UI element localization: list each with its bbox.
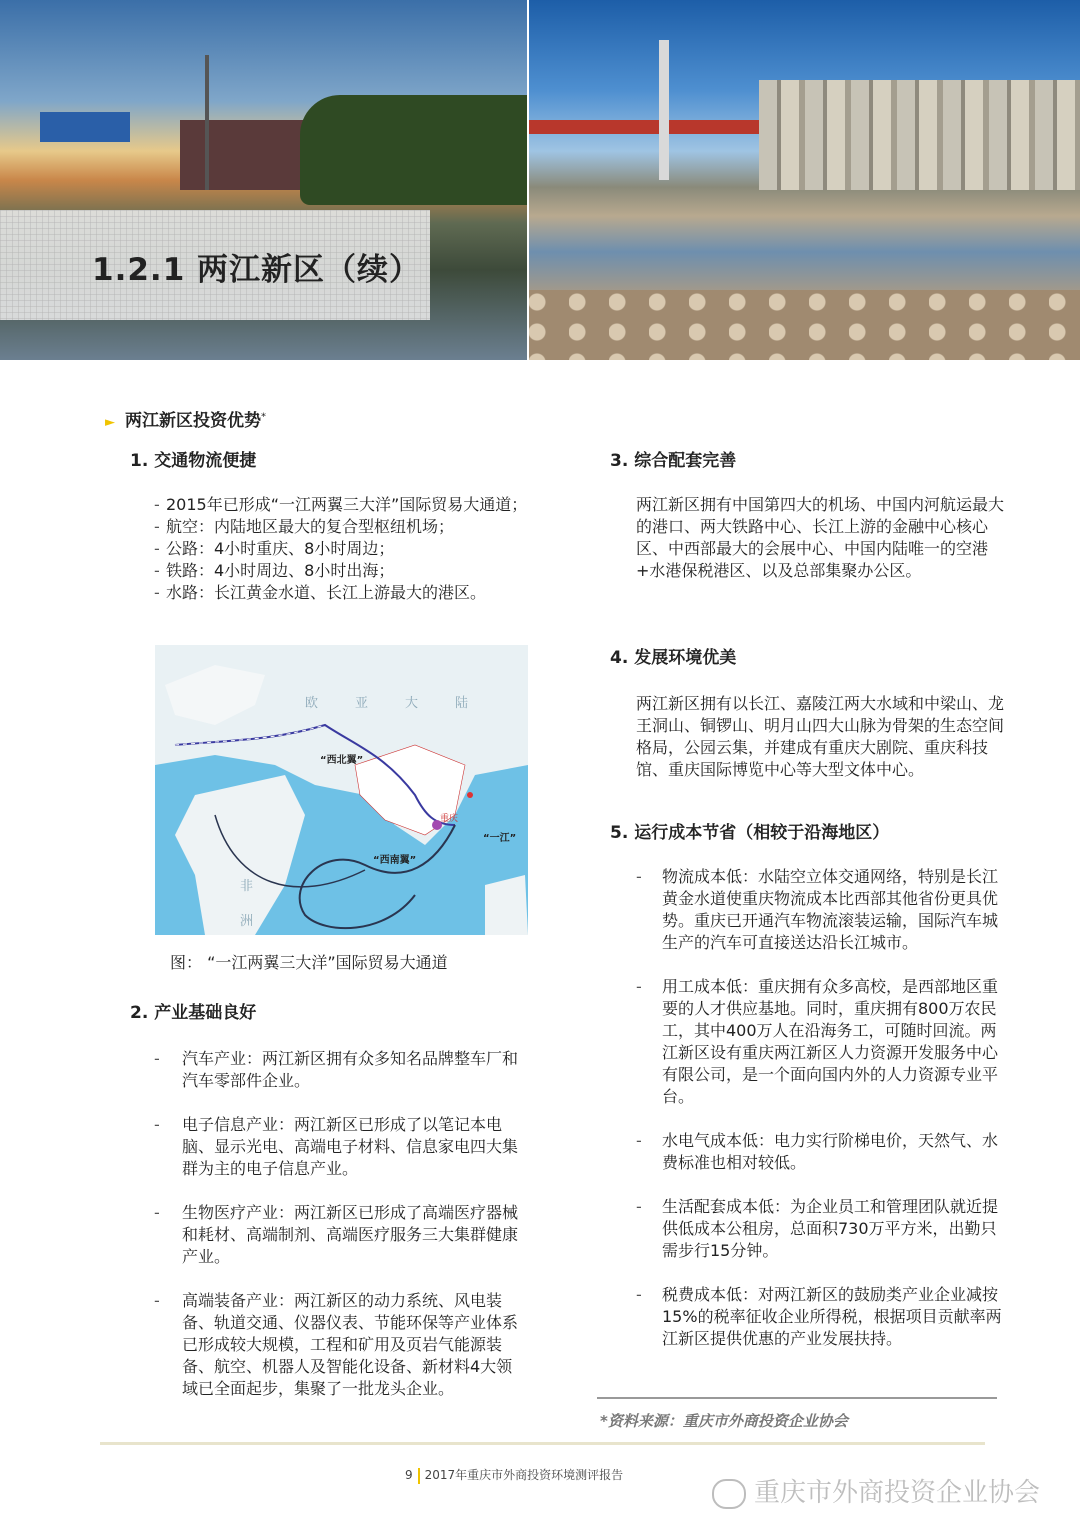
section-industry <box>130 1002 525 1400</box>
list-item: - 高端装备产业：两江新区的动力系统、风电装备、轨道交通、仪器仪表、节能环保等产业体系已形成较大规模，工程和矿用及页岩气能源装备、航空、机器人及智能化设备、新材料4大领域已全面起步，集聚了一批龙头企业。 <box>154 1291 519 1398</box>
trade-route-map <box>155 645 528 935</box>
title-box <box>0 210 430 320</box>
page-title: 1.2.1 两江新区（续） <box>92 252 422 288</box>
photo-chongqing-skyline <box>529 0 1080 360</box>
paragraph: 两江新区拥有中国第四大的机场、中国内河航运最大的港口、两大铁路中心、长江上游的金融中心核心区、中西部最大的会展中心、中国内陆唯一的空港+水港保税港区、以及总部集聚办公区。 <box>636 495 1005 580</box>
map-label: “西南翼” <box>373 855 417 866</box>
list-item: - 用工成本低：重庆拥有众多高校，是西部地区重要的人才供应基地。同时，重庆拥有800万农民工，其中400万人在沿海务工，可随时回流。两江新区设有重庆两江新区人力资源开发服务中心有限公司，是一个面向国内外的人力资源专业平台。 <box>636 977 999 1106</box>
heading-supporting: 3. 综合配套完善 <box>610 451 737 471</box>
list-item: - 水路：长江黄金水道、长江上游最大的港区。 <box>154 583 487 602</box>
map-graphic <box>155 645 528 935</box>
heading-cost: 5. 运行成本节省（相较于沿海地区） <box>610 823 890 843</box>
paragraph: 两江新区拥有以长江、嘉陵江两大水域和中梁山、龙王洞山、铜锣山、明月山四大山脉为骨架的生态空间格局，公园云集，并建成有重庆大剧院、重庆科技馆、重庆国际博览中心等大型文体中心。 <box>636 694 1005 779</box>
map-label: 大 <box>405 696 419 711</box>
footer-divider <box>100 1442 985 1445</box>
list-item: - 电子信息产业：两江新区已形成了以笔记本电脑、显示光电、高端电子材料、信息家电四大集群为主的电子信息产业。 <box>154 1115 519 1178</box>
page-number: 9 <box>405 1468 413 1482</box>
heading-transport: 1. 交通物流便捷 <box>130 451 257 471</box>
section-transport <box>130 450 540 604</box>
map-caption: 图： “一江两翼三大洋”国际贸易大通道 <box>170 953 448 972</box>
section-environment <box>610 647 1010 781</box>
section-cost <box>610 822 1010 1350</box>
map-label: “西北翼” <box>320 755 364 766</box>
list-item: - 税费成本低：对两江新区的鼓励类产业企业减按15%的税率征收企业所得税，根据项目贡献率两江新区提供优惠的产业发展扶持。 <box>636 1285 1002 1348</box>
divider <box>597 1397 997 1399</box>
source-note: *资料来源：重庆市外商投资企业协会 <box>600 1412 848 1430</box>
list-item: - 汽车产业：两江新区拥有众多知名品牌整车厂和汽车零部件企业。 <box>154 1049 519 1090</box>
page-footer <box>405 1466 623 1484</box>
map-label: “一江” <box>483 833 517 844</box>
list-item: - 生物医疗产业：两江新区已形成了高端医疗器械和耗材、高端制剂、高端医疗服务三大集群健康产业。 <box>154 1203 519 1266</box>
header-banner <box>0 0 1080 360</box>
map-label: 洲 <box>240 914 254 929</box>
wechat-icon <box>712 1479 746 1509</box>
map-label: 重庆 <box>440 814 459 824</box>
heading-environment: 4. 发展环境优美 <box>610 648 737 668</box>
list-item: - 物流成本低：水陆空立体交通网络，特别是长江黄金水道使重庆物流成本比西部其他省份更具优势。重庆已开通汽车物流滚装运输，国际汽车城生产的汽车可直接送达沿长江城市。 <box>636 867 999 952</box>
map-label: 欧 <box>305 696 319 711</box>
list-item: - 2015年已形成“一江两翼三大洋”国际贸易大通道； <box>154 495 528 514</box>
list-item: - 生活配套成本低：为企业员工和管理团队就近提供低成本公租房，总面积730万平方米，出勤只需步行15分钟。 <box>636 1197 999 1260</box>
map-label: 非 <box>240 879 254 894</box>
map-label: 亚 <box>355 696 369 711</box>
list-item: - 水电气成本低：电力实行阶梯电价，天然气、水费标准也相对较低。 <box>636 1131 999 1172</box>
section-supporting <box>610 450 1010 582</box>
watermark: 重庆市外商投资企业协会 <box>712 1472 1040 1509</box>
list-item: - 铁路：4小时周边、8小时出海； <box>154 561 395 580</box>
list-item: - 航空：内陆地区最大的复合型枢纽机场； <box>154 517 455 536</box>
map-label: 陆 <box>455 696 469 711</box>
report-title: 2017年重庆市外商投资环境测评报告 <box>424 1468 624 1482</box>
list-item: - 公路：4小时重庆、8小时周边； <box>154 539 395 558</box>
triangle-bullet-icon: ► <box>105 415 115 430</box>
section-heading: ► 两江新区投资优势* <box>105 411 266 431</box>
heading-industry: 2. 产业基础良好 <box>130 1003 257 1023</box>
